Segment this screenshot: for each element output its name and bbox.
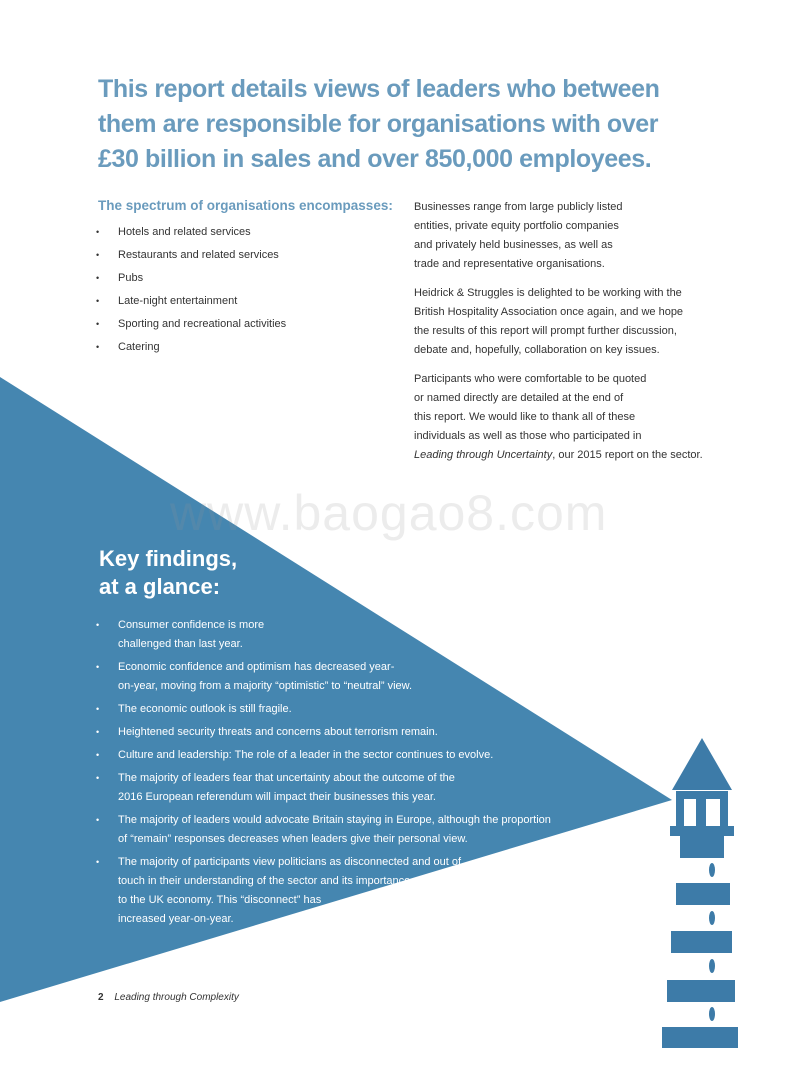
paragraph-participants: [414, 370, 734, 465]
bullet-icon: •: [96, 662, 100, 672]
list-item-text: Late-night entertainment: [118, 295, 238, 307]
paragraph-businesses: [414, 198, 734, 274]
bullet-icon: •: [96, 319, 100, 329]
list-item-text: Hotels and related services: [118, 226, 251, 238]
text-line: touch in their understanding of the sector and its importance: [118, 875, 411, 887]
bullet-icon: •: [96, 273, 100, 283]
finding-item: [96, 853, 596, 929]
text-line: The majority of participants view politicians as disconnected and out of: [118, 856, 462, 868]
text-line: and privately held businesses, as well as: [414, 239, 613, 251]
bullet-icon: •: [96, 250, 100, 260]
text-line: challenged than last year.: [118, 638, 243, 650]
spectrum-list: [96, 224, 386, 362]
text-line: British Hospitality Association once again, and we hope: [414, 306, 684, 318]
text-fragment: , our 2015 report on the sector.: [552, 449, 703, 461]
finding-item: [96, 723, 596, 742]
headline: [98, 72, 660, 177]
text-line: the results of this report will prompt further discussion,: [414, 325, 677, 337]
key-findings-title: [99, 545, 237, 601]
text-line: Businesses range from large publicly listed: [414, 201, 623, 213]
headline-line: This report details views of leaders who between: [98, 75, 660, 103]
text-line: 2016 European referendum will impact their businesses this year.: [118, 791, 436, 803]
bullet-icon: •: [96, 727, 100, 737]
list-item: [96, 247, 386, 270]
list-item-text: Sporting and recreational activities: [118, 318, 287, 330]
list-item-text: Catering: [118, 341, 160, 353]
headline-line: them are responsible for organisations with over: [98, 110, 659, 138]
text-line: The majority of leaders would advocate Britain staying in Europe, although the proportion: [118, 814, 551, 826]
list-item: [96, 293, 386, 316]
lighthouse-icon: [662, 738, 738, 1048]
list-item-text: Pubs: [118, 272, 144, 284]
finding-item: [96, 616, 596, 654]
key-findings-list: [96, 616, 596, 933]
bullet-icon: •: [96, 342, 100, 352]
text-line: debate and, hopefully, collaboration on key issues.: [414, 344, 660, 356]
title-line: at a glance:: [99, 574, 221, 599]
finding-item: [96, 746, 596, 765]
list-item-text: Restaurants and related services: [118, 249, 279, 261]
text-line: The majority of leaders fear that uncertainty about the outcome of the: [118, 772, 455, 784]
bullet-icon: •: [96, 296, 100, 306]
bullet-icon: •: [96, 620, 100, 630]
title-line: Key findings,: [99, 546, 238, 571]
watermark: www.baogao8.com: [170, 485, 608, 541]
finding-item: [96, 700, 596, 719]
spectrum-title: The spectrum of organisations encompasses:: [98, 198, 393, 213]
text-line: Heightened security threats and concerns about terrorism remain.: [118, 726, 438, 738]
list-item: [96, 224, 386, 247]
text-line: this report. We would like to thank all of these: [414, 411, 636, 423]
list-item: [96, 339, 386, 362]
finding-item: [96, 811, 596, 849]
text-line: Consumer confidence is more: [118, 619, 265, 631]
intro-column: [414, 198, 734, 475]
text-line: Participants who were comfortable to be quoted: [414, 373, 647, 385]
bullet-icon: •: [96, 857, 100, 867]
text-line: to the UK economy. This “disconnect” has: [118, 894, 322, 906]
bullet-icon: •: [96, 815, 100, 825]
list-item: [96, 270, 386, 293]
report-title-reference: Leading through Uncertainty: [414, 449, 553, 461]
finding-item: [96, 769, 596, 807]
text-line: Culture and leadership: The role of a leader in the sector continues to evolve.: [118, 749, 494, 761]
page-number: 2: [98, 992, 104, 1003]
finding-item: [96, 658, 596, 696]
page-footer: [98, 992, 239, 1003]
bullet-icon: •: [96, 750, 100, 760]
text-line: of “remain” responses decreases when leaders give their personal view.: [118, 833, 468, 845]
text-line: Heidrick & Struggles is delighted to be working with the: [414, 287, 682, 299]
text-line: [414, 446, 734, 465]
text-line: individuals as well as those who participated in: [414, 430, 642, 442]
paragraph-partnership: [414, 284, 734, 360]
list-item: [96, 316, 386, 339]
publication-title: Leading through Complexity: [114, 992, 239, 1003]
text-line: The economic outlook is still fragile.: [118, 703, 292, 715]
bullet-icon: •: [96, 704, 100, 714]
text-line: Economic confidence and optimism has decreased year-: [118, 661, 395, 673]
bullet-icon: •: [96, 227, 100, 237]
bullet-icon: •: [96, 773, 100, 783]
text-line: trade and representative organisations.: [414, 258, 605, 270]
text-line: or named directly are detailed at the end of: [414, 392, 624, 404]
headline-line: £30 billion in sales and over 850,000 employees.: [98, 145, 652, 173]
text-line: entities, private equity portfolio companies: [414, 220, 619, 232]
text-line: increased year-on-year.: [118, 913, 234, 925]
text-line: on-year, moving from a majority “optimistic” to “neutral” view.: [118, 680, 413, 692]
